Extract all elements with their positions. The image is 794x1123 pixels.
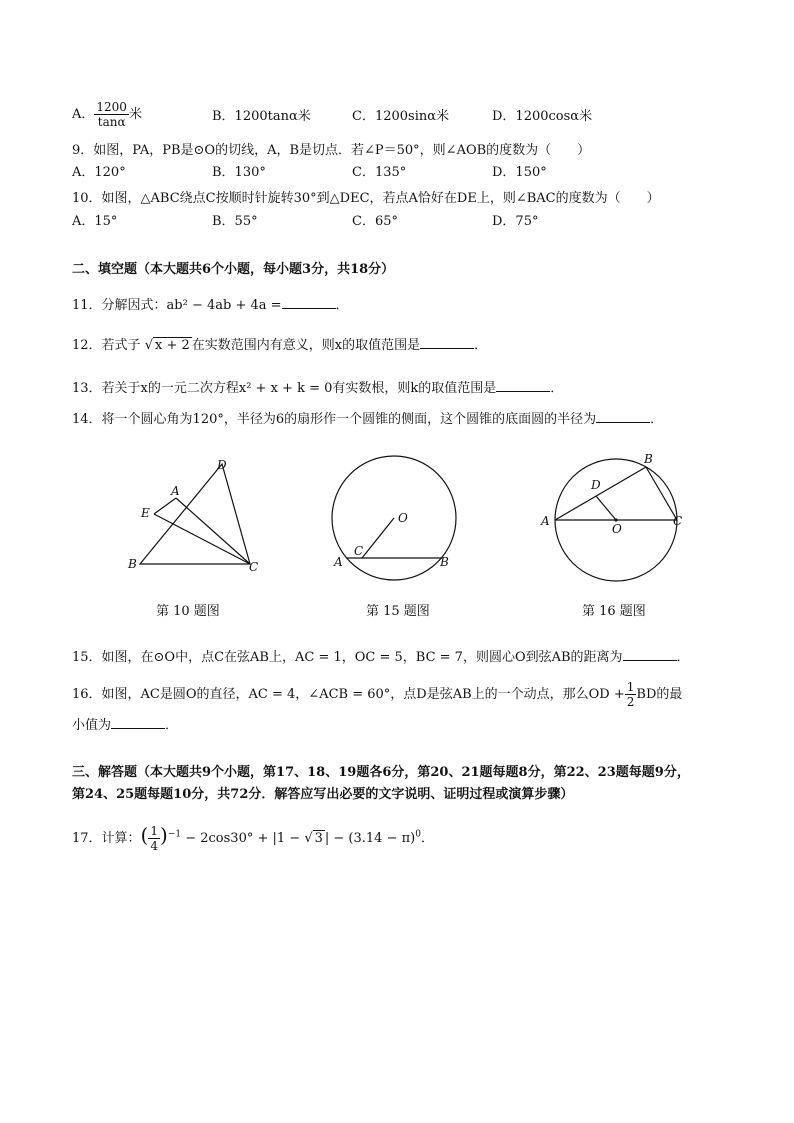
caption-figure-10: 第 10 题图	[156, 604, 220, 619]
q8-a-fraction	[94, 100, 129, 129]
q11-answer-blank[interactable]	[282, 296, 336, 309]
q8-a-numerator: 1200	[96, 100, 127, 114]
fig16-chord-ab	[555, 467, 646, 520]
q16-end: ．	[165, 718, 179, 733]
figure-10	[120, 450, 270, 580]
section3-title-line2: 第24、25题每题10分，共72分．解答应写出必要的文字说明、证明过程或演算步骤）	[72, 787, 574, 802]
fig10-label-e: E	[141, 506, 150, 520]
q8-a-denominator: tanα	[97, 115, 126, 129]
fig10-label-d: D	[217, 458, 227, 472]
fig16-label-b: B	[644, 452, 653, 466]
q10-option-b: B．55°	[212, 214, 258, 229]
q10-option-d: D．75°	[492, 214, 539, 229]
q16-fraction	[625, 680, 637, 709]
fig15-label-b: B	[440, 555, 449, 569]
figure-15	[326, 452, 466, 582]
q12-post: 在实数范围内有意义，则x的取值范围是	[191, 338, 421, 353]
q9-option-b: B．130°	[212, 165, 266, 180]
caption-figure-16: 第 16 题图	[582, 604, 646, 619]
q12: 12．若式子 √ x + 2 在实数范围内有意义，则x的取值范围是 ．	[72, 338, 488, 353]
fig16-chord-bc	[646, 467, 677, 520]
q16-pre: 16．如图，AC是圆O的直径，AC = 4，∠ACB = 60°，点D是弦AB上的一个动点，那么OD +	[72, 687, 625, 702]
q9-option-d: D．150°	[492, 165, 547, 180]
q9-option-c: C．135°	[352, 165, 407, 180]
q12-end: ．	[474, 338, 488, 353]
q14	[72, 410, 663, 429]
q8-option-a	[72, 100, 142, 129]
q16-line2-text: 小值为	[72, 718, 112, 733]
q10-option-c: C．65°	[352, 214, 398, 229]
q17-exponent-zero: 0	[415, 829, 421, 840]
q17-fraction	[148, 824, 160, 853]
q11-end: ．	[335, 298, 349, 313]
q8-option-c: C．1200sinα米	[352, 109, 450, 124]
q15	[72, 648, 690, 667]
fig10-label-c: C	[249, 560, 259, 574]
q8-a-label: A．	[72, 107, 95, 122]
q15-answer-blank[interactable]	[623, 648, 677, 661]
q13-end: ．	[550, 381, 564, 396]
q10-option-a: A．15°	[72, 214, 118, 229]
fig16-label-a: A	[541, 514, 550, 528]
q13-text: 13．若关于x的一元二次方程x² + x + k = 0有实数根，则k的取值范围是	[72, 381, 497, 396]
q9-text: 9．如图，PA，PB是⊙O的切线，A，B是切点．若∠P＝50°，则∠AOB的度数为（ ）	[72, 143, 591, 158]
q15-text: 15．如图，在⊙O中，点C在弦AB上，AC = 1，OC = 5，BC = 7，则圆心O到弦AB的距离为	[72, 650, 623, 665]
q17-exponent: −1	[167, 829, 182, 840]
q13-answer-blank[interactable]	[496, 379, 550, 392]
fig15-label-a: A	[334, 555, 343, 569]
section2-title: 二、填空题（本大题共6个小题，每小题3分，共18分）	[72, 262, 395, 277]
q15-end: ．	[676, 650, 690, 665]
caption-figure-15: 第 15 题图	[366, 604, 430, 619]
q17-post: | − (3.14 − π)	[324, 831, 416, 846]
q8-option-b: B．1200tanα米	[212, 109, 311, 124]
fig16-label-d: D	[591, 478, 601, 492]
q14-answer-blank[interactable]	[596, 410, 650, 423]
fig16-label-c: C	[673, 514, 683, 528]
q16-answer-blank[interactable]	[111, 716, 165, 729]
figure-16	[536, 450, 696, 585]
q17-frac-denominator: 4	[150, 839, 158, 853]
fig10-label-b: B	[128, 557, 137, 571]
q12-pre: 12．若式子	[72, 338, 145, 353]
q16-line1	[72, 680, 682, 709]
q8-option-d: D．1200cosα米	[492, 109, 593, 124]
fig15-label-c: C	[354, 544, 364, 558]
q10-text: 10．如图，△ABC绕点C按顺时针旋转30°到△DEC，若点A恰好在DE上，则∠BAC的度数为（ ）	[72, 191, 660, 206]
fig10-segment-ea	[154, 498, 176, 514]
fig16-label-o: O	[612, 522, 622, 536]
q14-text: 14．将一个圆心角为120°，半径为6的扇形作一个圆锥的侧面，这个圆锥的底面圆的半径为	[72, 412, 597, 427]
q14-end: ．	[650, 412, 664, 427]
q13	[72, 379, 563, 398]
fig16-segment-od	[596, 496, 616, 520]
q17-end: ．	[420, 831, 434, 846]
q11-text: 11．分解因式：ab² − 4ab + 4a =	[72, 298, 282, 313]
q8-a-unit: 米	[128, 107, 142, 122]
q11	[72, 296, 349, 315]
q17-pre: 17．计算：	[72, 831, 141, 846]
q16-frac-numerator: 1	[626, 680, 635, 694]
q17-frac-numerator: 1	[150, 824, 158, 838]
fig10-label-a: A	[171, 484, 180, 498]
fig15-segment-oc	[362, 518, 394, 558]
q16-post: BD的最	[636, 687, 683, 702]
q16-line2	[72, 716, 178, 735]
q17: 17．计算：( $\frac{1}{4}$ )$^{-1}$ − 2cos30° + |1 − √ 3 | − $(3.14 - \pi)^0$．	[72, 823, 434, 853]
section3-title-line1: 三、解答题（本大题共9个小题，第17、18、19题各6分，第20、21题每题8分，第22、23题每题9分，	[72, 765, 690, 780]
q9-option-a: A．120°	[72, 165, 126, 180]
q16-frac-denominator: 2	[626, 695, 635, 709]
q12-answer-blank[interactable]	[420, 336, 474, 349]
fig15-label-o: O	[398, 511, 408, 525]
q17-sqrt-radicand: 3	[314, 831, 323, 846]
q17-mid: − 2cos30° + |1 −	[181, 831, 305, 846]
q12-radicand: x + 2	[154, 338, 190, 353]
